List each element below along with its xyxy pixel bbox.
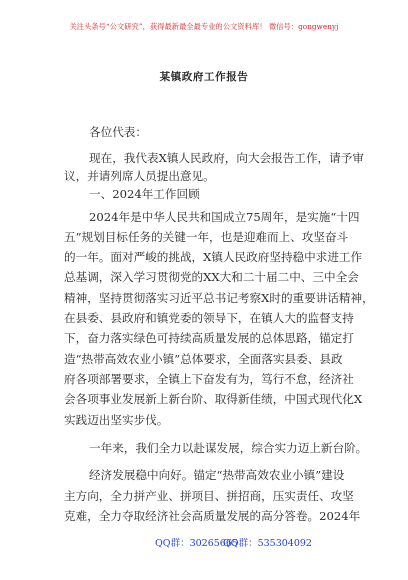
- footer-qq-group-1: QQ群：30265665: [155, 538, 238, 549]
- document-title: 某镇政府工作报告: [159, 71, 249, 83]
- header-promo-note: 关注头条号“公文研究”，获得最新最全最专业的公文资料库！ 微信号：gongwenyj: [69, 22, 339, 31]
- body-line: 下，奋力落实绿色可持续高质量发展的总体思路，锚定打: [64, 331, 354, 345]
- body-line: 在县委、县政府和镇党委的领导下，在镇人大的监督支持: [64, 311, 354, 325]
- body-line: 造“热带高效农业小镇”总体要求，全面落实县委、县政: [64, 352, 343, 366]
- body-line: 一年来，我们全力以赴谋发展，综合实力迈上新台阶。: [89, 441, 368, 455]
- section-heading: 一、2024年工作回顾: [89, 187, 200, 201]
- salutation-line: 各位代表：: [89, 125, 147, 139]
- footer-qq-group-2: QQ群：535304092: [223, 538, 312, 549]
- body-line: 的一年。面对严峻的挑战，X镇人民政府坚持稳中求进工作: [64, 250, 363, 264]
- body-line: 经济发展稳中向好。锚定“热带高效农业小镇”建设: [89, 468, 345, 482]
- body-line: 2024年是中华人民共和国成立75周年，是实施“十四: [89, 210, 360, 224]
- body-line: 实践迈出坚实步伐。: [64, 413, 169, 427]
- body-line: 现在，我代表X镇人民政府，向大会报告工作，请予审: [89, 151, 364, 165]
- body-line: 议，并请列席人员提出意见。: [64, 169, 215, 183]
- body-line: 总基调，深入学习贯彻党的XX大和二十届二中、三中全会: [64, 270, 359, 284]
- body-line: 五”规划目标任务的关键一年，也是迎难而上、攻坚奋斗: [64, 230, 349, 244]
- body-line: 主方向，全力拼产业、拼项目、拼招商，压实责任、攻坚: [64, 489, 354, 503]
- body-line: 府各项部署要求，全镇上下奋发有为，笃行不怠，经济社: [64, 372, 354, 386]
- body-line: 会各项事业发展新上新台阶、取得新佳绩，中国式现代化X: [64, 392, 363, 406]
- body-line: 克难，全力夺取经济社会高质量发展的高分答卷。2024年: [64, 509, 361, 523]
- body-line: 精神，坚持贯彻落实习近平总书记考察X时的重要讲话精神，: [64, 291, 374, 305]
